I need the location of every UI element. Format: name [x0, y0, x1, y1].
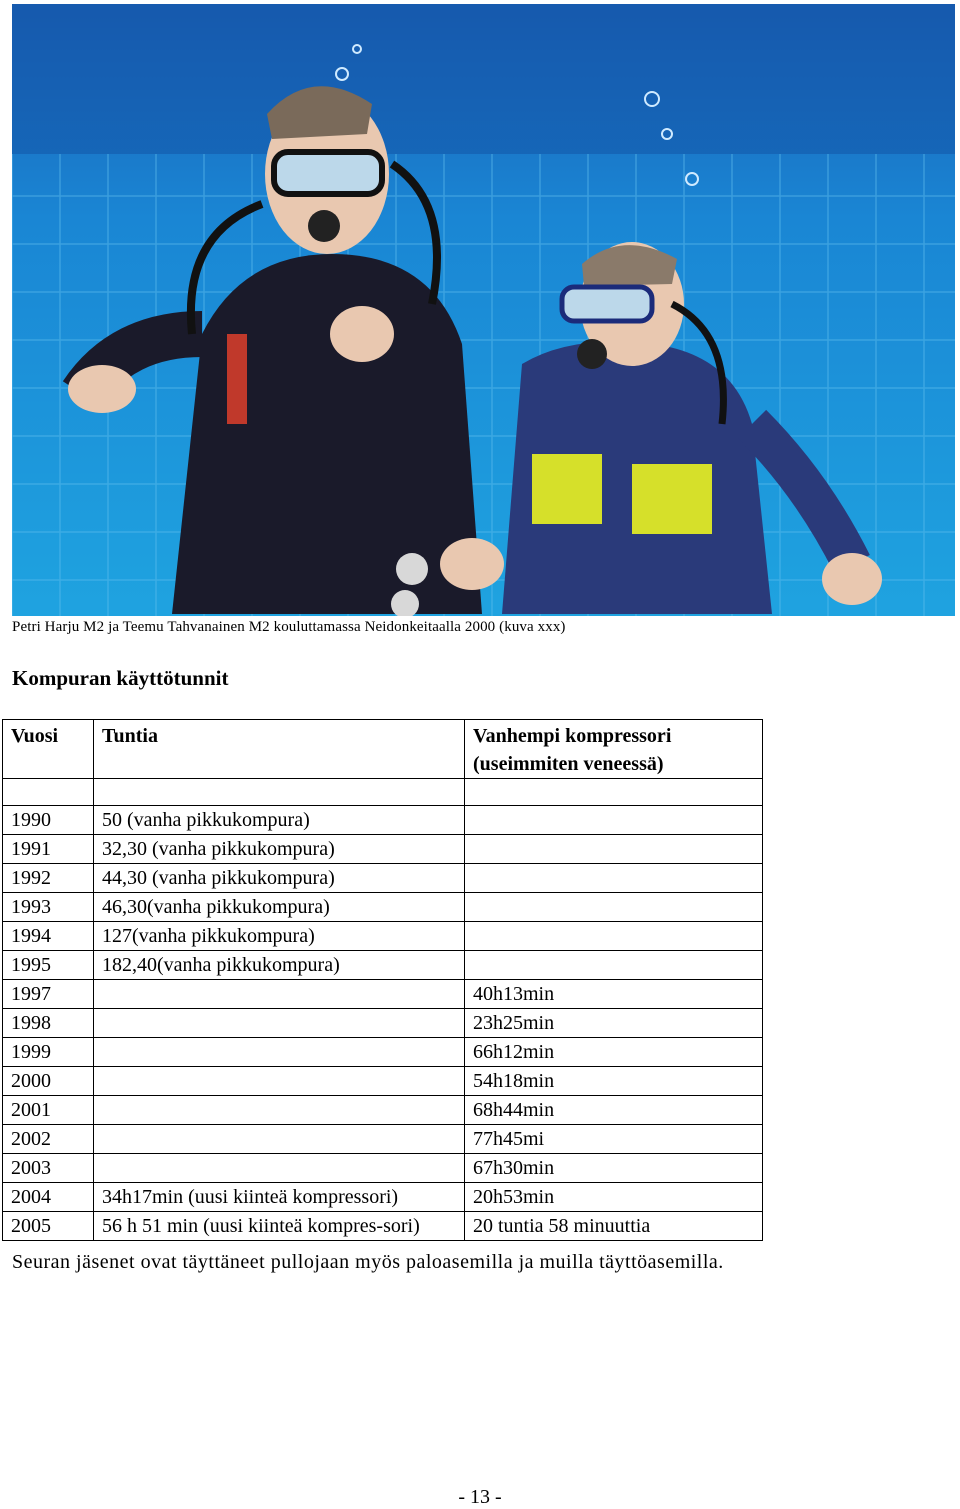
cell-old-compressor [465, 893, 763, 922]
cell-old-compressor: 77h45mi [465, 1125, 763, 1154]
cell-hours: 127(vanha pikkukompura) [94, 922, 465, 951]
compressor-hours-table [2, 719, 763, 1241]
cell-old-compressor: 68h44min [465, 1096, 763, 1125]
cell-old-compressor: 66h12min [465, 1038, 763, 1067]
cell-year: 2003 [3, 1154, 94, 1183]
cell-old-compressor: 40h13min [465, 980, 763, 1009]
cell-hours [94, 1154, 465, 1183]
header-old-line1: Vanhempi kompressori [473, 725, 672, 747]
table-row [3, 806, 763, 835]
table-row [3, 1183, 763, 1212]
cell-year: 1990 [3, 806, 94, 835]
page-number: - 13 - [458, 1486, 502, 1508]
cell-hours: 32,30 (vanha pikkukompura) [94, 835, 465, 864]
cell-hours [94, 1009, 465, 1038]
footer-note: Seuran jäsenet ovat täyttäneet pullojaan myös paloasemilla ja muilla täyttöasemilla. [12, 1251, 724, 1273]
cell-year: 1994 [3, 922, 94, 951]
cell-year: 1993 [3, 893, 94, 922]
table-row [3, 1125, 763, 1154]
table-row [3, 1067, 763, 1096]
table-row [3, 835, 763, 864]
cell-old-compressor [465, 864, 763, 893]
cell-year: 2005 [3, 1212, 94, 1241]
cell-hours [94, 1038, 465, 1067]
divers-photo [12, 4, 955, 616]
cell-old-compressor [465, 835, 763, 864]
table-row [3, 1212, 763, 1241]
cell-year: 2001 [3, 1096, 94, 1125]
spacer-row [3, 779, 763, 806]
cell-old-compressor: 20h53min [465, 1183, 763, 1212]
cell-old-compressor: 23h25min [465, 1009, 763, 1038]
cell-old-compressor: 67h30min [465, 1154, 763, 1183]
table-row [3, 1096, 763, 1125]
header-year: Vuosi [3, 720, 94, 779]
table-row [3, 922, 763, 951]
header-hours: Tuntia [94, 720, 465, 779]
cell-year: 1997 [3, 980, 94, 1009]
table-row [3, 951, 763, 980]
cell-hours: 44,30 (vanha pikkukompura) [94, 864, 465, 893]
table-row [3, 1038, 763, 1067]
cell-hours [94, 1096, 465, 1125]
cell-hours: 182,40(vanha pikkukompura) [94, 951, 465, 980]
table-row [3, 1009, 763, 1038]
section-title: Kompuran käyttötunnit [12, 666, 229, 690]
photo-caption: Petri Harju M2 ja Teemu Tahvanainen M2 kouluttamassa Neidonkeitaalla 2000 (kuva xxx) [12, 619, 566, 635]
cell-year: 2004 [3, 1183, 94, 1212]
table-row [3, 980, 763, 1009]
header-old-compressor [465, 720, 763, 779]
cell-old-compressor [465, 922, 763, 951]
cell-hours: 46,30(vanha pikkukompura) [94, 893, 465, 922]
cell-hours [94, 980, 465, 1009]
cell-hours [94, 1125, 465, 1154]
table-header-row [3, 720, 763, 779]
cell-hours: 34h17min (uusi kiinteä kompressori) [94, 1183, 465, 1212]
table-row [3, 864, 763, 893]
header-old-line2: (useimmiten veneessä) [473, 753, 664, 775]
cell-year: 1992 [3, 864, 94, 893]
cell-year: 1995 [3, 951, 94, 980]
cell-year: 1998 [3, 1009, 94, 1038]
cell-year: 2000 [3, 1067, 94, 1096]
cell-hours: 50 (vanha pikkukompura) [94, 806, 465, 835]
cell-old-compressor [465, 951, 763, 980]
cell-old-compressor: 54h18min [465, 1067, 763, 1096]
table-body [3, 779, 763, 1241]
table-row [3, 1154, 763, 1183]
cell-hours [94, 1067, 465, 1096]
cell-old-compressor: 20 tuntia 58 minuuttia [465, 1212, 763, 1241]
cell-year: 1999 [3, 1038, 94, 1067]
cell-old-compressor [465, 806, 763, 835]
cell-year: 1991 [3, 835, 94, 864]
table-row [3, 893, 763, 922]
cell-hours: 56 h 51 min (uusi kiinteä kompres-sori) [94, 1212, 465, 1241]
cell-year: 2002 [3, 1125, 94, 1154]
